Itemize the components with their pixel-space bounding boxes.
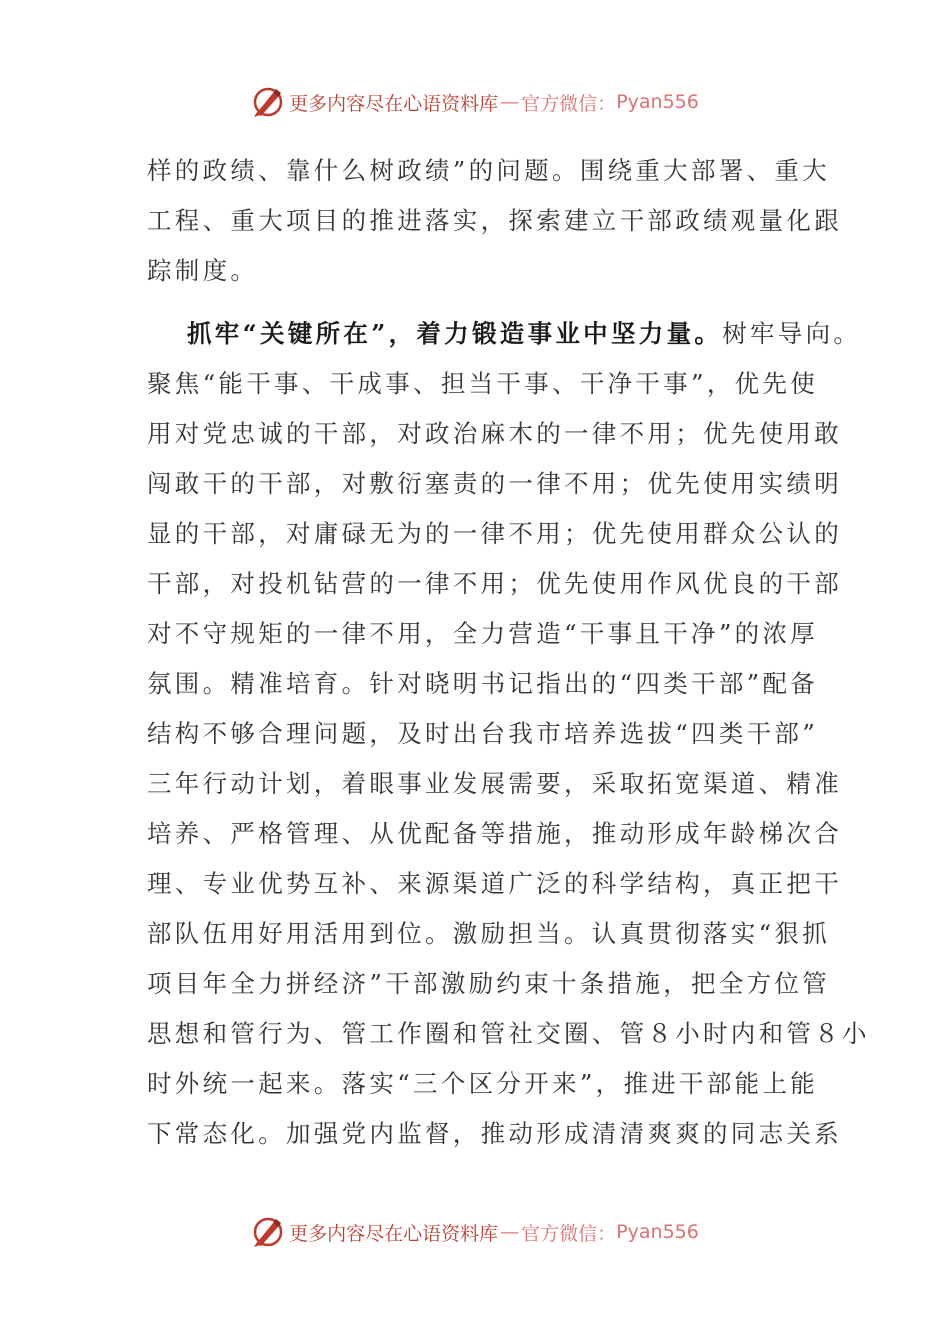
- text-line: 思想和管行为、管工作圈和管社交圈、管８小时内和管８小: [147, 1019, 870, 1048]
- banner-wechat-id: Pyan556: [616, 1221, 699, 1243]
- text-line: 理、专业优势互补、来源渠道广泛的科学结构，真正把干: [147, 869, 842, 898]
- text-line: 部队伍用好用活用到位。激励担当。认真贯彻落实“狠抓: [147, 919, 831, 948]
- document-body: [147, 146, 870, 1159]
- text-line: 对不守规矩的一律不用，全力营造“干事且干净”的浓厚: [147, 619, 819, 648]
- paragraph-2: [147, 309, 870, 1159]
- paragraph-heading: 抓牢“关键所在”，着力锻造事业中坚力量。: [187, 319, 723, 348]
- banner-wechat-label: 官方微信：: [521, 1222, 617, 1245]
- pen-logo-icon: [251, 85, 285, 119]
- text-line: 时外统一起来。落实“三个区分开来”，推进干部能上能: [147, 1069, 819, 1098]
- banner-main-text: 更多内容尽在心语资料库: [289, 1222, 499, 1245]
- paragraph-first-line-rest: 树牢导向。: [722, 319, 862, 348]
- text-line: 显的干部，对庸碌无为的一律不用；优先使用群众公认的: [147, 519, 842, 548]
- banner-wechat-label: 官方微信：: [521, 92, 617, 115]
- pen-logo-icon: [251, 1215, 285, 1249]
- text-line: 聚焦“能干事、干成事、担当干事、干净干事”，优先使: [147, 369, 819, 398]
- text-line: 工程、重大项目的推进落实，探索建立干部政绩观量化跟: [147, 206, 842, 235]
- text-line: 氛围。精准培育。针对晓明书记指出的“四类干部”配备: [147, 669, 819, 698]
- banner-separator: —: [500, 1221, 520, 1243]
- text-line: 踪制度。: [147, 256, 259, 285]
- text-line-first: [147, 309, 862, 359]
- text-line: 培养、严格管理、从优配备等措施，推动形成年龄梯次合: [147, 819, 842, 848]
- text-line: 用对党忠诚的干部，对政治麻木的一律不用；优先使用敢: [147, 419, 842, 448]
- banner-separator: —: [500, 91, 520, 113]
- text-line: 结构不够合理问题，及时出台我市培养选拔“四类干部”: [147, 719, 819, 748]
- text-line: 闯敢干的干部，对敷衍塞责的一律不用；优先使用实绩明: [147, 469, 842, 498]
- text-line: 项目年全力拼经济”干部激励约束十条措施，把全方位管: [147, 969, 831, 998]
- paragraph-1: [147, 146, 842, 296]
- header-banner: [0, 82, 950, 122]
- text-line: 下常态化。加强党内监督，推动形成清清爽爽的同志关系: [147, 1119, 842, 1148]
- banner-main-text: 更多内容尽在心语资料库: [289, 92, 499, 115]
- text-line: 干部，对投机钻营的一律不用；优先使用作风优良的干部: [147, 569, 842, 598]
- text-line: 三年行动计划，着眼事业发展需要，采取拓宽渠道、精准: [147, 769, 842, 798]
- footer-banner: [0, 1212, 950, 1252]
- text-line: 样的政绩、靠什么树政绩”的问题。围绕重大部署、重大: [147, 156, 831, 185]
- banner-wechat-id: Pyan556: [616, 91, 699, 113]
